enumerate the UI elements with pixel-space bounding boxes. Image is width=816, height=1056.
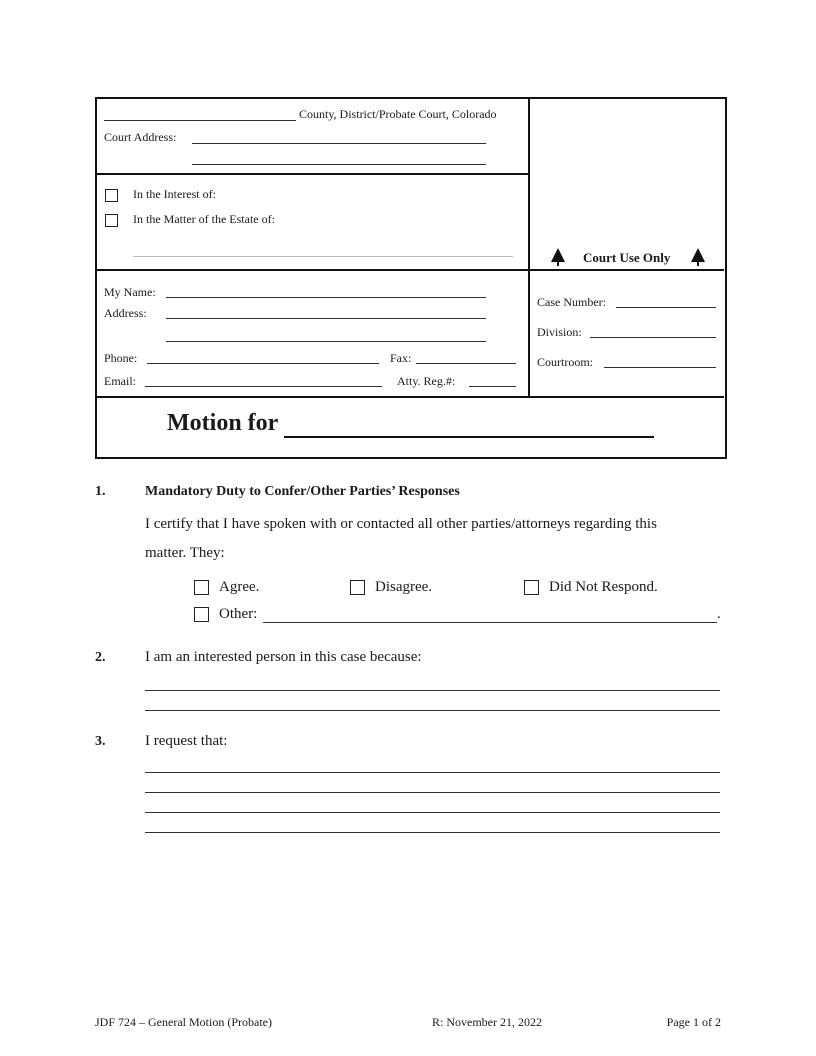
fax-blank[interactable] (416, 363, 516, 364)
tree-icon-right (690, 248, 706, 266)
my-name-label: My Name: (104, 285, 156, 299)
court-use-only-label: Court Use Only (583, 250, 671, 265)
disagree-checkbox[interactable] (350, 580, 365, 595)
footer-page: Page 1 of 2 (666, 1015, 721, 1029)
court-address-blank-1[interactable] (192, 143, 486, 144)
court-address-blank-2[interactable] (192, 164, 486, 165)
section-1-text-2: matter. They: (145, 545, 225, 561)
atty-reg-blank[interactable] (469, 386, 516, 387)
section-3-blank-1[interactable] (145, 772, 720, 773)
email-label: Email: (104, 374, 136, 388)
agree-label: Agree. (219, 579, 260, 595)
party-name-blank[interactable] (133, 256, 513, 257)
caption-divider-2 (96, 269, 724, 271)
no-respond-label: Did Not Respond. (549, 579, 658, 595)
other-label: Other: (219, 606, 258, 622)
section-2-blank-1[interactable] (145, 690, 720, 691)
courtroom-label: Courtroom: (537, 355, 593, 369)
my-name-blank[interactable] (166, 297, 486, 298)
email-blank[interactable] (145, 386, 382, 387)
court-line-text: County, District/Probate Court, Colorado (299, 107, 497, 121)
motion-title-blank[interactable] (284, 436, 654, 438)
fax-label: Fax: (390, 351, 412, 365)
section-3-number: 3. (95, 734, 106, 749)
section-2-number: 2. (95, 650, 106, 665)
other-blank[interactable] (263, 622, 717, 623)
tree-icon-left (550, 248, 566, 266)
section-2-text: I am an interested person in this case because: (145, 649, 422, 665)
address-blank-2[interactable] (166, 341, 486, 342)
footer-form-id: JDF 724 – General Motion (Probate) (95, 1015, 272, 1029)
section-2-blank-2[interactable] (145, 710, 720, 711)
section-3-blank-4[interactable] (145, 832, 720, 833)
section-3-blank-3[interactable] (145, 812, 720, 813)
caption-divider-vertical (528, 98, 530, 396)
phone-label: Phone: (104, 351, 138, 365)
section-1-text-1: I certify that I have spoken with or contacted all other parties/attorneys regarding this (145, 516, 657, 532)
address-blank-1[interactable] (166, 318, 486, 319)
atty-reg-label: Atty. Reg.#: (397, 374, 456, 388)
case-number-label: Case Number: (537, 295, 606, 309)
disagree-label: Disagree. (375, 579, 433, 595)
caption-box (95, 97, 727, 459)
footer-revision: R: November 21, 2022 (432, 1015, 542, 1029)
interest-checkbox[interactable] (105, 189, 118, 202)
section-3-blank-2[interactable] (145, 792, 720, 793)
no-respond-checkbox[interactable] (524, 580, 539, 595)
estate-checkbox[interactable] (105, 214, 118, 227)
address-label: Address: (104, 306, 147, 320)
other-checkbox[interactable] (194, 607, 209, 622)
section-1-number: 1. (95, 484, 106, 499)
caption-divider-1 (96, 173, 529, 175)
court-address-label: Court Address: (104, 130, 177, 144)
agree-checkbox[interactable] (194, 580, 209, 595)
case-number-blank[interactable] (616, 307, 716, 308)
caption-divider-3 (96, 396, 724, 398)
division-blank[interactable] (590, 337, 716, 338)
estate-label: In the Matter of the Estate of: (133, 212, 275, 226)
motion-title: Motion for (167, 410, 279, 436)
division-label: Division: (537, 325, 582, 339)
section-3-text: I request that: (145, 733, 228, 749)
interest-label: In the Interest of: (133, 187, 216, 201)
county-blank[interactable] (104, 120, 296, 121)
phone-blank[interactable] (147, 363, 379, 364)
other-period: . (717, 606, 721, 622)
courtroom-blank[interactable] (604, 367, 716, 368)
section-1-title: Mandatory Duty to Confer/Other Parties’ Responses (145, 484, 460, 499)
